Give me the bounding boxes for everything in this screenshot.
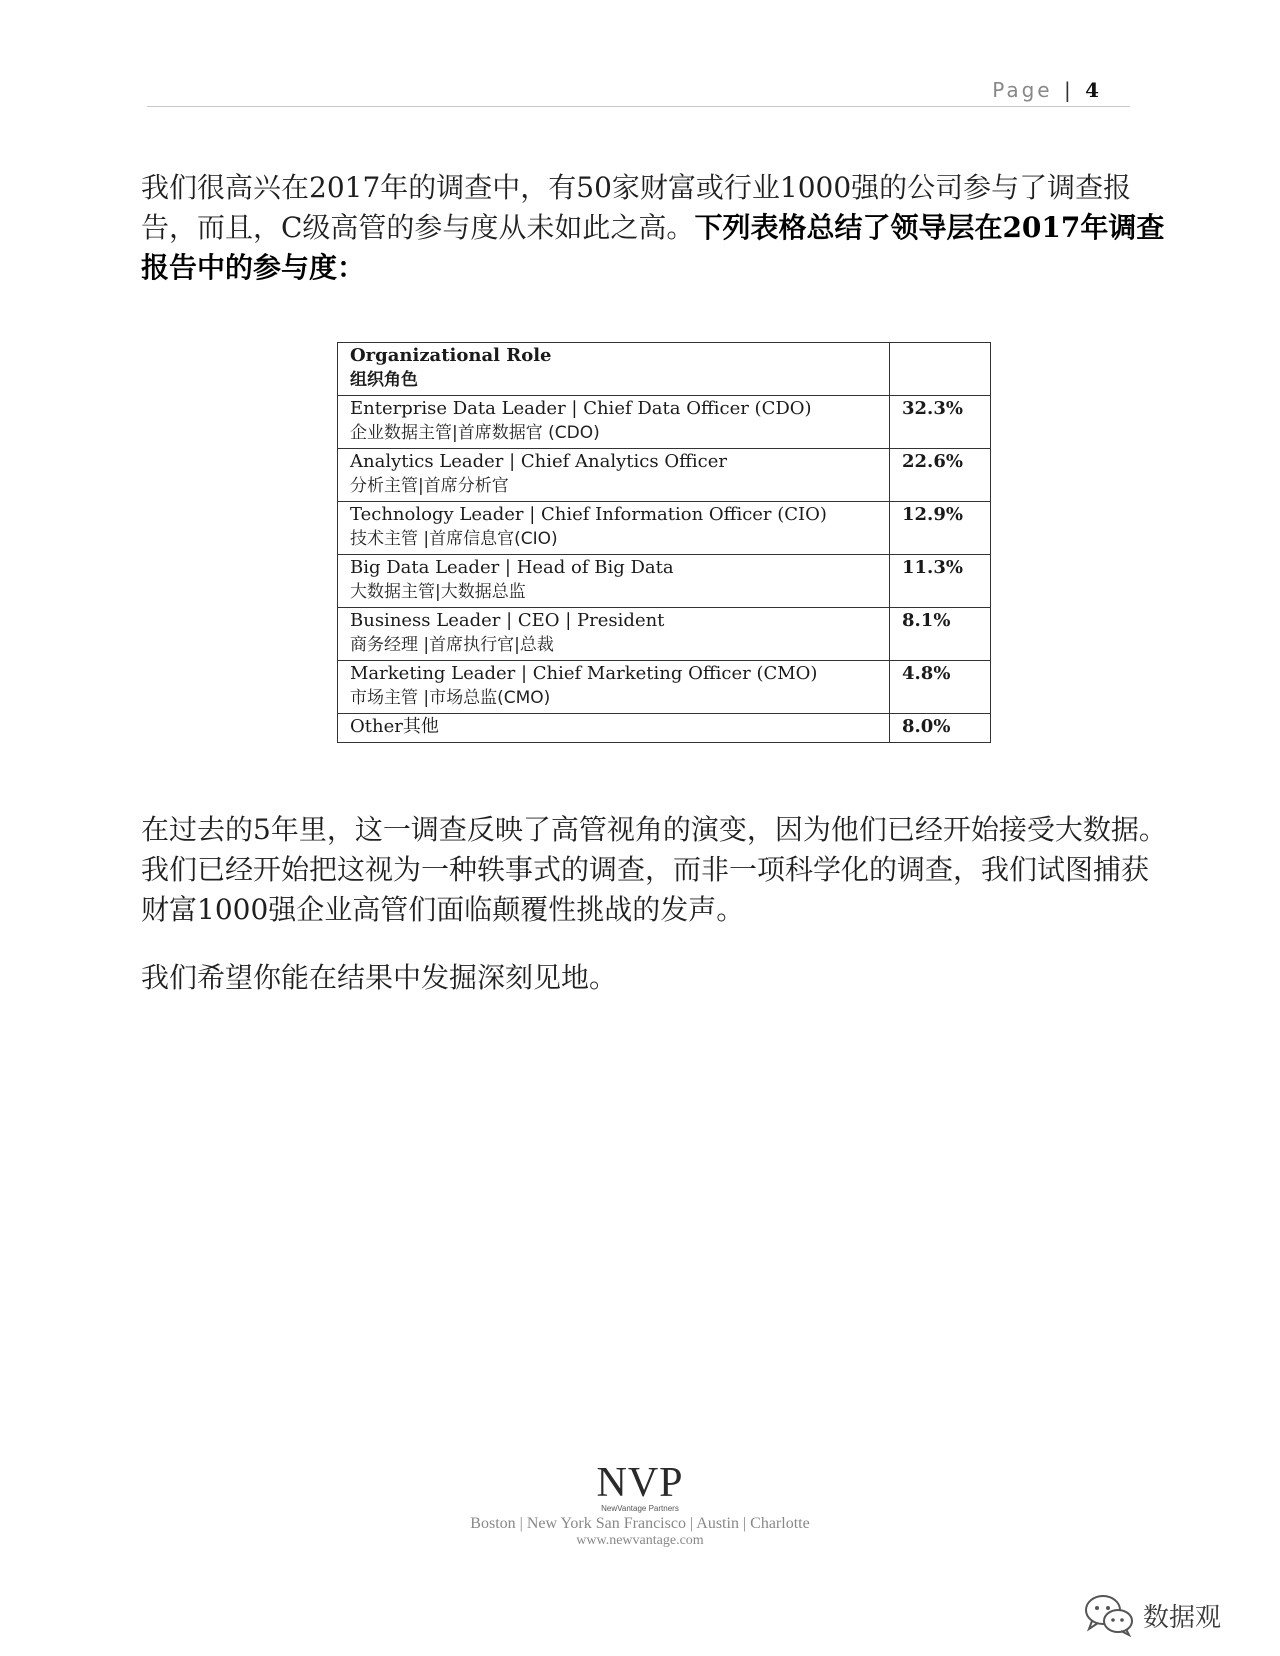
table-row [338, 608, 991, 661]
table-row [338, 714, 991, 743]
website-url: www.newvantage.com [576, 1533, 704, 1548]
role-percent: 4.8% [890, 661, 991, 714]
page-number [992, 78, 1102, 102]
role-en: Business Leader | CEO | President [350, 610, 665, 631]
role-en: Marketing Leader | Chief Marketing Officer (CMO) [350, 663, 818, 684]
nvp-logo: NVP [596, 1460, 684, 1506]
role-cell [338, 449, 890, 502]
table-row [338, 396, 991, 449]
roles-table [337, 342, 991, 743]
page-footer [0, 1462, 1280, 1549]
role-en: Technology Leader | Chief Information Officer (CIO) [350, 504, 827, 525]
role-percent: 8.1% [890, 608, 991, 661]
role-percent: 11.3% [890, 555, 991, 608]
page-separator: | [1063, 78, 1074, 102]
role-zh: 企业数据主管|首席数据官 (CDO) [350, 423, 600, 443]
intro-text: 我们很高兴在2017年的调查中，有50家财富或行业1000强的公司参与了调查报告，而且，C级高管的参与度从未如此之高。 [141, 171, 1132, 244]
header-zh: 组织角色 [350, 370, 418, 390]
table-header-row [338, 343, 991, 396]
intro-bold-text: 下列表格总结了领导层在2017年调查报告中的参与度： [141, 211, 1165, 284]
role-cell [338, 608, 890, 661]
table-row [338, 661, 991, 714]
role-zh: 大数据主管|大数据总监 [350, 582, 526, 602]
role-en: Enterprise Data Leader | Chief Data Officer (CDO) [350, 398, 812, 419]
role-percent: 12.9% [890, 502, 991, 555]
role-en: Analytics Leader | Chief Analytics Officer [350, 451, 727, 472]
table-header-cell [338, 343, 890, 396]
role-cell [338, 396, 890, 449]
role-en: Big Data Leader | Head of Big Data [350, 557, 674, 578]
header-en: Organizational Role [350, 345, 552, 366]
role-zh: 分析主管|首席分析官 [350, 476, 509, 496]
page-header [147, 74, 1130, 107]
watermark [1083, 1593, 1221, 1637]
table-header-value [890, 343, 991, 396]
role-cell [338, 714, 890, 743]
role-zh: 商务经理 |首席执行官|总裁 [350, 635, 554, 655]
role-cell [338, 502, 890, 555]
role-zh: 技术主管 |首席信息官(CIO) [350, 529, 558, 549]
table-row [338, 502, 991, 555]
role-percent: 32.3% [890, 396, 991, 449]
logo-subtitle: NewVantage Partners [601, 1504, 679, 1513]
table-row [338, 555, 991, 608]
role-zh: 市场主管 |市场总监(CMO) [350, 688, 551, 708]
closing-paragraph: 我们希望你能在结果中发掘深刻见地。 [141, 961, 618, 994]
role-cell [338, 555, 890, 608]
office-locations: Boston | New York San Francisco | Austin | Charlotte [470, 1515, 810, 1532]
role-en: Other其他 [350, 716, 439, 737]
intro-paragraph [141, 168, 1171, 288]
table-row [338, 449, 991, 502]
wechat-icon [1083, 1593, 1135, 1637]
body-paragraph: 在过去的5年里，这一调查反映了高管视角的演变，因为他们已经开始接受大数据。我们已经开始把这视为一种轶事式的调查，而非一项科学化的调查，我们试图捕获财富1000强企业高管们面临颠覆性挑战的发声。 [141, 813, 1167, 926]
role-percent: 8.0% [890, 714, 991, 743]
page-label: Page [992, 78, 1053, 102]
role-percent: 22.6% [890, 449, 991, 502]
watermark-text: 数据观 [1143, 1602, 1222, 1633]
role-cell [338, 661, 890, 714]
page-number-value: 4 [1085, 78, 1102, 102]
